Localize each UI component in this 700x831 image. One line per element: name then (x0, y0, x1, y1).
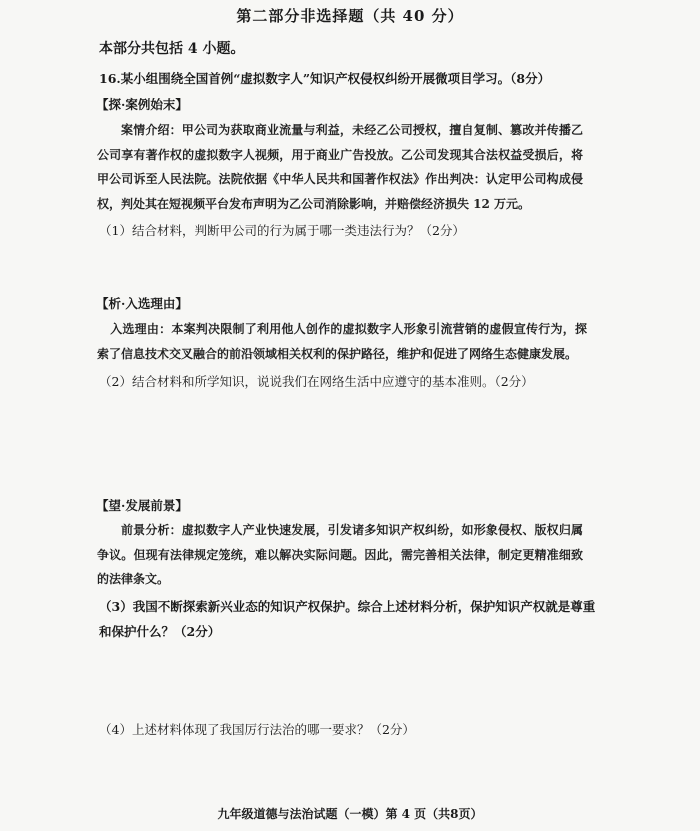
question-4: （4）上述材料体现了我国厉行法治的哪一要求？（2分） (99, 722, 415, 737)
section-outlook-text: 前景分析：虚拟数字人产业快速发展，引发诸多知识产权纠纷，如形象侵权、版权归属争议。但现有法律规定笼统，难以解决实际问题。因此，需完善相关法律，制定更精准细致的法律条文。 (97, 523, 583, 586)
section-explore-title: 【探·案例始末】 (96, 97, 188, 112)
page-footer: 九年级道德与法治试题（一模）第 4 页（共8页） (217, 807, 483, 821)
section-outlook-title: 【望·发展前景】 (96, 498, 188, 513)
question-3: （3）我国不断探索新兴业态的知识产权保护。综合上述材料分析，保护知识产权就是尊重和保护什么？（2分） (99, 599, 596, 639)
section-analyze-text: 入选理由：本案判决限制了利用他人创作的虚拟数字人形象引流营销的虚假宣传行为，探索了信息技术交叉融合的前沿领域相关权利的保护路径，维护和促进了网络生态健康发展。 (97, 322, 587, 361)
section-analyze-title: 【析·入选理由】 (96, 296, 188, 311)
part-intro: 本部分共包括 4 小题。 (99, 41, 245, 57)
question-1: （1）结合材料，判断甲公司的行为属于哪一类违法行为？（2分） (99, 223, 465, 238)
question-16-header: 16.某小组围绕全国首例“虚拟数字人”知识产权侵权纠纷开展微项目学习。（8分） (99, 71, 551, 86)
question-2: （2）结合材料和所学知识，说说我们在网络生活中应遵守的基本准则。（2分） (99, 374, 534, 389)
part-title: 第二部分非选择题（共 40 分） (236, 7, 464, 25)
section-explore-text: 案情介绍：甲公司为获取商业流量与利益，未经乙公司授权，擅自复制、篡改并传播乙公司享有著作权的虚拟数字人视频，用于商业广告投放。乙公司发现其合法权益受损后，将甲公司诉至人民法院。法院依据《中华人民共和国著作权法》作出判决：认定甲公司构成侵权，判处其在短视频平台发布声明为乙公司消除影响，并赔偿经济损失 12 万元。 (97, 123, 583, 211)
